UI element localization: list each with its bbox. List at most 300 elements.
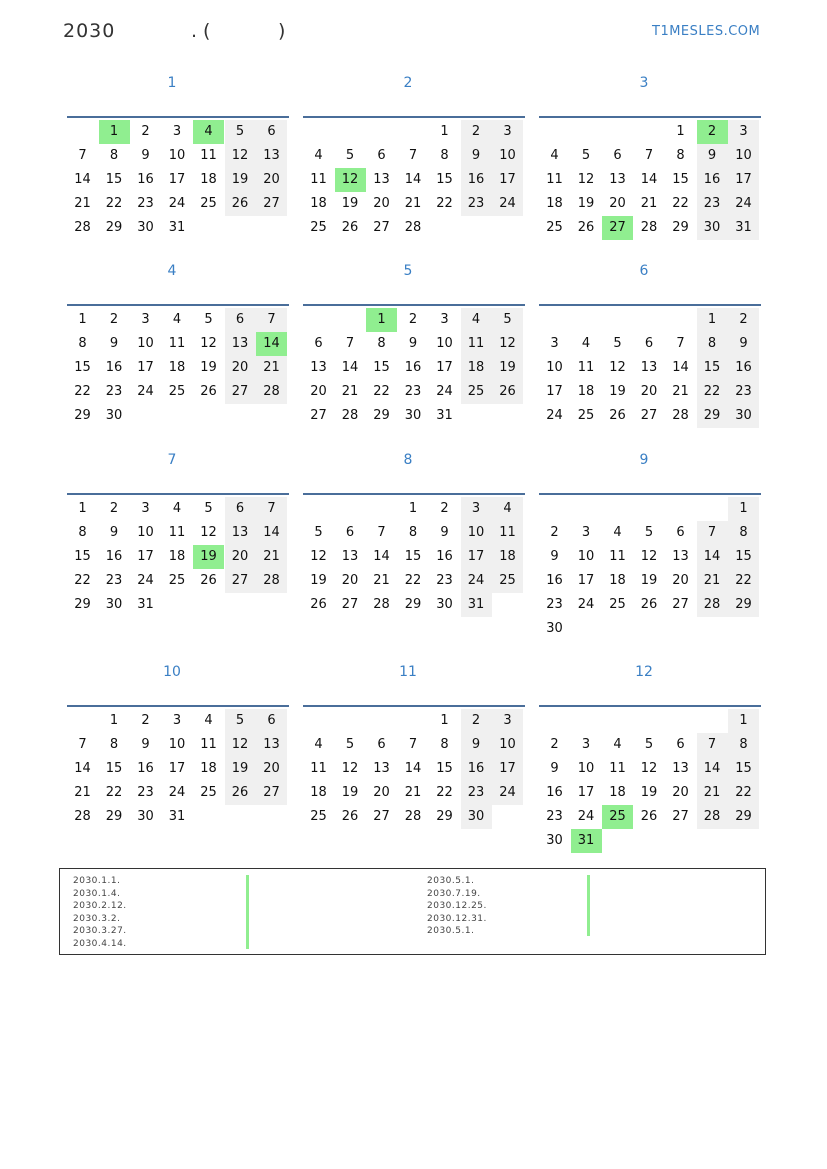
day-cell[interactable]: 16 [137, 761, 154, 776]
day-cell[interactable]: 25 [461, 380, 492, 404]
day-cell[interactable]: 20 [672, 785, 689, 800]
day-cell[interactable]: 29 [672, 220, 689, 235]
day-cell[interactable]: 17 [168, 172, 186, 187]
day-cell[interactable]: 2 [697, 120, 728, 144]
day-cell[interactable]: 1 [440, 124, 449, 139]
day-cell[interactable]: 4 [613, 737, 622, 752]
day-cell[interactable]: 17 [577, 573, 595, 588]
day-cell[interactable]: 28 [74, 809, 91, 824]
day-cell[interactable]: 1 [99, 120, 130, 144]
day-cell[interactable]: 23 [728, 380, 759, 404]
day-cell[interactable]: 31 [137, 597, 154, 612]
day-cell[interactable]: 29 [404, 597, 422, 612]
day-cell[interactable]: 14 [404, 172, 422, 187]
day-cell[interactable]: 18 [461, 356, 492, 380]
day-cell[interactable]: 17 [577, 785, 595, 800]
day-cell[interactable]: 2 [109, 501, 119, 516]
day-cell[interactable]: 22 [436, 196, 453, 211]
day-cell[interactable]: 30 [404, 408, 422, 423]
day-cell[interactable]: 30 [461, 805, 492, 829]
day-cell[interactable]: 8 [377, 336, 386, 351]
day-cell[interactable]: 20 [373, 196, 390, 211]
day-cell[interactable]: 19 [200, 360, 217, 375]
day-cell[interactable]: 2 [550, 525, 559, 540]
day-cell[interactable]: 1 [109, 713, 119, 728]
day-cell[interactable]: 18 [609, 573, 626, 588]
day-cell[interactable]: 20 [640, 384, 658, 399]
day-cell[interactable]: 6 [256, 709, 287, 733]
day-cell[interactable]: 5 [492, 308, 523, 332]
day-cell[interactable]: 4 [314, 737, 323, 752]
day-cell[interactable]: 13 [225, 521, 256, 545]
day-cell[interactable]: 6 [644, 336, 654, 351]
day-cell[interactable]: 1 [78, 312, 87, 327]
day-cell[interactable]: 19 [341, 785, 359, 800]
day-cell[interactable]: 4 [613, 525, 622, 540]
day-cell[interactable]: 12 [640, 549, 658, 564]
day-cell[interactable]: 27 [672, 809, 689, 824]
day-cell[interactable]: 8 [728, 521, 759, 545]
day-cell[interactable]: 2 [461, 709, 492, 733]
day-cell[interactable]: 30 [697, 216, 728, 240]
day-cell[interactable]: 15 [436, 761, 453, 776]
day-cell[interactable]: 17 [168, 761, 186, 776]
day-cell[interactable]: 20 [225, 545, 256, 569]
day-cell[interactable]: 21 [256, 545, 287, 569]
day-cell[interactable]: 25 [200, 196, 217, 211]
day-cell[interactable]: 18 [310, 196, 327, 211]
day-cell[interactable]: 7 [78, 737, 87, 752]
day-cell[interactable]: 31 [461, 593, 492, 617]
day-cell[interactable]: 16 [697, 168, 728, 192]
day-cell[interactable]: 10 [137, 336, 154, 351]
day-cell[interactable]: 13 [373, 761, 390, 776]
day-cell[interactable]: 13 [373, 172, 390, 187]
day-cell[interactable]: 8 [78, 336, 87, 351]
day-cell[interactable]: 12 [200, 336, 217, 351]
day-cell[interactable]: 21 [404, 785, 422, 800]
day-cell[interactable]: 19 [640, 785, 658, 800]
day-cell[interactable]: 25 [577, 408, 595, 423]
day-cell[interactable]: 21 [697, 781, 728, 805]
day-cell[interactable]: 21 [404, 196, 422, 211]
day-cell[interactable]: 3 [581, 737, 591, 752]
day-cell[interactable]: 24 [137, 573, 154, 588]
day-cell[interactable]: 15 [105, 761, 123, 776]
day-cell[interactable]: 27 [602, 216, 633, 240]
day-cell[interactable]: 23 [436, 573, 453, 588]
day-cell[interactable]: 25 [200, 785, 217, 800]
day-cell[interactable]: 27 [373, 220, 390, 235]
day-cell[interactable]: 17 [137, 549, 154, 564]
day-cell[interactable]: 19 [577, 196, 595, 211]
day-cell[interactable]: 19 [193, 545, 224, 569]
day-cell[interactable]: 30 [137, 809, 154, 824]
day-cell[interactable]: 26 [609, 408, 626, 423]
day-cell[interactable]: 6 [225, 497, 256, 521]
day-cell[interactable]: 12 [335, 168, 366, 192]
day-cell[interactable]: 4 [314, 148, 323, 163]
day-cell[interactable]: 22 [105, 785, 123, 800]
day-cell[interactable]: 21 [697, 569, 728, 593]
day-cell[interactable]: 26 [341, 809, 359, 824]
day-cell[interactable]: 8 [728, 733, 759, 757]
day-cell[interactable]: 25 [492, 569, 523, 593]
day-cell[interactable]: 24 [461, 569, 492, 593]
day-cell[interactable]: 15 [74, 360, 91, 375]
day-cell[interactable]: 17 [492, 757, 523, 781]
day-cell[interactable]: 26 [341, 220, 359, 235]
day-cell[interactable]: 1 [728, 497, 759, 521]
day-cell[interactable]: 1 [676, 124, 685, 139]
day-cell[interactable]: 26 [225, 192, 256, 216]
day-cell[interactable]: 23 [105, 573, 123, 588]
day-cell[interactable]: 11 [168, 525, 186, 540]
day-cell[interactable]: 12 [225, 144, 256, 168]
day-cell[interactable]: 17 [492, 168, 523, 192]
day-cell[interactable]: 22 [74, 573, 91, 588]
day-cell[interactable]: 2 [408, 312, 418, 327]
day-cell[interactable]: 9 [461, 733, 492, 757]
day-cell[interactable]: 21 [672, 384, 689, 399]
day-cell[interactable]: 25 [609, 597, 626, 612]
day-cell[interactable]: 13 [640, 360, 658, 375]
day-cell[interactable]: 16 [461, 168, 492, 192]
day-cell[interactable]: 6 [314, 336, 323, 351]
day-cell[interactable]: 30 [105, 408, 123, 423]
day-cell[interactable]: 2 [440, 501, 449, 516]
day-cell[interactable]: 4 [193, 120, 224, 144]
day-cell[interactable]: 11 [492, 521, 523, 545]
day-cell[interactable]: 16 [137, 172, 154, 187]
day-cell[interactable]: 11 [609, 549, 626, 564]
day-cell[interactable]: 11 [310, 761, 327, 776]
day-cell[interactable]: 4 [204, 713, 213, 728]
day-cell[interactable]: 26 [640, 809, 658, 824]
day-cell[interactable]: 12 [341, 761, 359, 776]
day-cell[interactable]: 30 [105, 597, 123, 612]
day-cell[interactable]: 24 [728, 192, 759, 216]
day-cell[interactable]: 18 [609, 785, 626, 800]
day-cell[interactable]: 22 [105, 196, 123, 211]
day-cell[interactable]: 7 [377, 525, 386, 540]
day-cell[interactable]: 29 [697, 404, 728, 428]
day-cell[interactable]: 3 [440, 312, 449, 327]
day-cell[interactable]: 7 [78, 148, 87, 163]
day-cell[interactable]: 31 [168, 220, 186, 235]
day-cell[interactable]: 15 [697, 356, 728, 380]
day-cell[interactable]: 13 [609, 172, 626, 187]
day-cell[interactable]: 28 [341, 408, 359, 423]
day-cell[interactable]: 30 [728, 404, 759, 428]
day-cell[interactable]: 22 [436, 785, 453, 800]
day-cell[interactable]: 3 [172, 713, 182, 728]
day-cell[interactable]: 2 [461, 120, 492, 144]
day-cell[interactable]: 14 [404, 761, 422, 776]
day-cell[interactable]: 5 [204, 312, 213, 327]
day-cell[interactable]: 29 [436, 809, 453, 824]
day-cell[interactable]: 9 [461, 144, 492, 168]
day-cell[interactable]: 28 [404, 809, 422, 824]
day-cell[interactable]: 9 [550, 549, 559, 564]
day-cell[interactable]: 30 [546, 833, 563, 848]
day-cell[interactable]: 17 [461, 545, 492, 569]
day-cell[interactable]: 29 [728, 805, 759, 829]
day-cell[interactable]: 5 [613, 336, 622, 351]
day-cell[interactable]: 23 [697, 192, 728, 216]
day-cell[interactable]: 10 [137, 525, 154, 540]
day-cell[interactable]: 26 [200, 384, 217, 399]
day-cell[interactable]: 4 [172, 501, 182, 516]
day-cell[interactable]: 24 [577, 597, 595, 612]
day-cell[interactable]: 18 [310, 785, 327, 800]
day-cell[interactable]: 31 [571, 829, 602, 853]
day-cell[interactable]: 6 [676, 525, 685, 540]
day-cell[interactable]: 19 [225, 168, 256, 192]
day-cell[interactable]: 3 [141, 501, 150, 516]
day-cell[interactable]: 30 [137, 220, 154, 235]
day-cell[interactable]: 27 [373, 809, 390, 824]
day-cell[interactable]: 7 [408, 148, 418, 163]
day-cell[interactable]: 27 [672, 597, 689, 612]
day-cell[interactable]: 3 [492, 709, 523, 733]
day-cell[interactable]: 6 [225, 308, 256, 332]
day-cell[interactable]: 13 [256, 733, 287, 757]
day-cell[interactable]: 28 [256, 569, 287, 593]
day-cell[interactable]: 29 [105, 809, 123, 824]
day-cell[interactable]: 2 [141, 124, 150, 139]
day-cell[interactable]: 22 [728, 569, 759, 593]
day-cell[interactable]: 21 [74, 785, 91, 800]
day-cell[interactable]: 11 [200, 148, 217, 163]
day-cell[interactable]: 9 [728, 332, 759, 356]
day-cell[interactable]: 25 [310, 809, 327, 824]
day-cell[interactable]: 24 [546, 408, 563, 423]
day-cell[interactable]: 20 [225, 356, 256, 380]
day-cell[interactable]: 18 [577, 384, 595, 399]
day-cell[interactable]: 28 [74, 220, 91, 235]
day-cell[interactable]: 6 [377, 737, 386, 752]
day-cell[interactable]: 15 [728, 545, 759, 569]
day-cell[interactable]: 28 [404, 220, 422, 235]
day-cell[interactable]: 25 [168, 573, 186, 588]
day-cell[interactable]: 14 [697, 545, 728, 569]
day-cell[interactable]: 27 [256, 192, 287, 216]
day-cell[interactable]: 18 [546, 196, 563, 211]
day-cell[interactable]: 1 [366, 308, 397, 332]
day-cell[interactable]: 4 [461, 308, 492, 332]
day-cell[interactable]: 20 [373, 785, 390, 800]
day-cell[interactable]: 27 [256, 781, 287, 805]
day-cell[interactable]: 13 [225, 332, 256, 356]
day-cell[interactable]: 15 [728, 757, 759, 781]
day-cell[interactable]: 7 [676, 336, 685, 351]
day-cell[interactable]: 16 [105, 549, 123, 564]
day-cell[interactable]: 1 [697, 308, 728, 332]
day-cell[interactable]: 19 [225, 757, 256, 781]
day-cell[interactable]: 4 [550, 148, 559, 163]
day-cell[interactable]: 7 [256, 308, 287, 332]
day-cell[interactable]: 28 [697, 593, 728, 617]
day-cell[interactable]: 9 [697, 144, 728, 168]
day-cell[interactable]: 23 [546, 597, 563, 612]
day-cell[interactable]: 5 [225, 709, 256, 733]
day-cell[interactable]: 18 [168, 360, 186, 375]
day-cell[interactable]: 10 [436, 336, 453, 351]
day-cell[interactable]: 4 [492, 497, 523, 521]
day-cell[interactable]: 25 [168, 384, 186, 399]
day-cell[interactable]: 5 [644, 525, 654, 540]
day-cell[interactable]: 12 [492, 332, 523, 356]
day-cell[interactable]: 26 [310, 597, 327, 612]
day-cell[interactable]: 20 [310, 384, 327, 399]
day-cell[interactable]: 13 [256, 144, 287, 168]
day-cell[interactable]: 29 [74, 408, 91, 423]
day-cell[interactable]: 8 [676, 148, 685, 163]
day-cell[interactable]: 27 [310, 408, 327, 423]
day-cell[interactable]: 16 [546, 785, 563, 800]
day-cell[interactable]: 10 [168, 148, 186, 163]
day-cell[interactable]: 28 [373, 597, 390, 612]
day-cell[interactable]: 1 [78, 501, 87, 516]
day-cell[interactable]: 9 [141, 737, 150, 752]
day-cell[interactable]: 23 [137, 196, 154, 211]
day-cell[interactable]: 24 [168, 196, 186, 211]
day-cell[interactable]: 9 [440, 525, 449, 540]
day-cell[interactable]: 17 [728, 168, 759, 192]
day-cell[interactable]: 24 [492, 781, 523, 805]
day-cell[interactable]: 8 [440, 737, 449, 752]
day-cell[interactable]: 12 [310, 549, 327, 564]
day-cell[interactable]: 23 [461, 192, 492, 216]
day-cell[interactable]: 9 [550, 761, 559, 776]
day-cell[interactable]: 19 [640, 573, 658, 588]
day-cell[interactable]: 24 [577, 809, 595, 824]
day-cell[interactable]: 27 [640, 408, 658, 423]
day-cell[interactable]: 3 [581, 525, 591, 540]
day-cell[interactable]: 12 [225, 733, 256, 757]
day-cell[interactable]: 6 [377, 148, 386, 163]
day-cell[interactable]: 15 [404, 549, 422, 564]
day-cell[interactable]: 21 [640, 196, 658, 211]
day-cell[interactable]: 20 [256, 757, 287, 781]
day-cell[interactable]: 28 [672, 408, 689, 423]
day-cell[interactable]: 16 [546, 573, 563, 588]
day-cell[interactable]: 13 [341, 549, 359, 564]
day-cell[interactable]: 26 [225, 781, 256, 805]
day-cell[interactable]: 30 [546, 621, 563, 636]
day-cell[interactable]: 12 [577, 172, 595, 187]
day-cell[interactable]: 31 [168, 809, 186, 824]
day-cell[interactable]: 22 [74, 384, 91, 399]
day-cell[interactable]: 15 [74, 549, 91, 564]
day-cell[interactable]: 14 [672, 360, 689, 375]
day-cell[interactable]: 7 [256, 497, 287, 521]
day-cell[interactable]: 23 [137, 785, 154, 800]
day-cell[interactable]: 29 [728, 593, 759, 617]
day-cell[interactable]: 20 [609, 196, 626, 211]
day-cell[interactable]: 25 [310, 220, 327, 235]
day-cell[interactable]: 16 [436, 549, 453, 564]
day-cell[interactable]: 13 [310, 360, 327, 375]
day-cell[interactable]: 3 [728, 120, 759, 144]
day-cell[interactable]: 5 [345, 148, 355, 163]
day-cell[interactable]: 3 [141, 312, 150, 327]
day-cell[interactable]: 31 [436, 408, 453, 423]
day-cell[interactable]: 6 [345, 525, 355, 540]
day-cell[interactable]: 7 [408, 737, 418, 752]
day-cell[interactable]: 13 [672, 761, 689, 776]
day-cell[interactable]: 18 [200, 172, 217, 187]
day-cell[interactable]: 2 [141, 713, 150, 728]
day-cell[interactable]: 30 [436, 597, 453, 612]
day-cell[interactable]: 17 [436, 360, 453, 375]
day-cell[interactable]: 10 [728, 144, 759, 168]
day-cell[interactable]: 8 [78, 525, 87, 540]
day-cell[interactable]: 8 [697, 332, 728, 356]
day-cell[interactable]: 11 [546, 172, 563, 187]
day-cell[interactable]: 14 [256, 332, 287, 356]
day-cell[interactable]: 1 [728, 709, 759, 733]
day-cell[interactable]: 18 [492, 545, 523, 569]
day-cell[interactable]: 22 [728, 781, 759, 805]
day-cell[interactable]: 29 [373, 408, 390, 423]
day-cell[interactable]: 22 [697, 380, 728, 404]
day-cell[interactable]: 16 [105, 360, 123, 375]
day-cell[interactable]: 19 [341, 196, 359, 211]
day-cell[interactable]: 9 [141, 148, 150, 163]
day-cell[interactable]: 11 [168, 336, 186, 351]
day-cell[interactable]: 25 [546, 220, 563, 235]
day-cell[interactable]: 24 [436, 384, 453, 399]
day-cell[interactable]: 2 [550, 737, 559, 752]
day-cell[interactable]: 15 [105, 172, 123, 187]
day-cell[interactable]: 14 [697, 757, 728, 781]
day-cell[interactable]: 24 [137, 384, 154, 399]
brand-link[interactable]: T1MESLES.COM [652, 24, 761, 39]
day-cell[interactable]: 22 [404, 573, 422, 588]
day-cell[interactable]: 1 [440, 713, 449, 728]
day-cell[interactable]: 21 [256, 356, 287, 380]
day-cell[interactable]: 4 [581, 336, 591, 351]
day-cell[interactable]: 31 [728, 216, 759, 240]
day-cell[interactable]: 5 [204, 501, 213, 516]
day-cell[interactable]: 3 [492, 120, 523, 144]
day-cell[interactable]: 5 [225, 120, 256, 144]
day-cell[interactable]: 23 [105, 384, 123, 399]
day-cell[interactable]: 24 [492, 192, 523, 216]
day-cell[interactable]: 16 [728, 356, 759, 380]
day-cell[interactable]: 6 [613, 148, 622, 163]
day-cell[interactable]: 21 [74, 196, 91, 211]
day-cell[interactable]: 16 [461, 757, 492, 781]
day-cell[interactable]: 28 [640, 220, 658, 235]
day-cell[interactable]: 13 [672, 549, 689, 564]
day-cell[interactable]: 8 [109, 737, 119, 752]
day-cell[interactable]: 8 [440, 148, 449, 163]
day-cell[interactable]: 21 [341, 384, 359, 399]
day-cell[interactable]: 15 [672, 172, 689, 187]
day-cell[interactable]: 11 [461, 332, 492, 356]
day-cell[interactable]: 18 [200, 761, 217, 776]
day-cell[interactable]: 19 [492, 356, 523, 380]
day-cell[interactable]: 20 [672, 573, 689, 588]
day-cell[interactable]: 19 [609, 384, 626, 399]
day-cell[interactable]: 8 [408, 525, 418, 540]
day-cell[interactable]: 28 [697, 805, 728, 829]
day-cell[interactable]: 17 [137, 360, 154, 375]
day-cell[interactable]: 9 [109, 525, 119, 540]
